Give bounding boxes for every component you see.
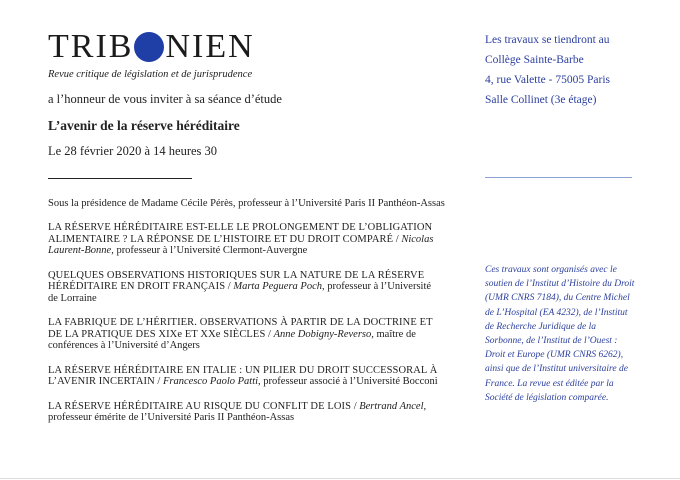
talk-title: LA RÉSERVE HÉRÉDITAIRE AU RISQUE DU CONFLIT DE LOIS <box>48 400 352 412</box>
talk-item: LA RÉSERVE HÉRÉDITAIRE EN ITALIE : UN PILIER DU DROIT SUCCESSORAL À L’AVENIR INCERTAIN / Francesco Paolo Patti, professeur associé à l’Université Bocconi <box>48 364 438 387</box>
talk-speaker: Francesco Paolo Patti <box>162 376 259 387</box>
venue-line: Les travaux se tiendront au <box>485 34 610 46</box>
talk-list <box>48 222 440 437</box>
talk-speaker: Bertrand Ancel <box>359 400 424 412</box>
venue-block <box>485 30 610 110</box>
side-divider <box>485 177 632 178</box>
talk-affiliation: professeur émérite de l’Université Paris II Panthéon-Assas <box>48 412 295 423</box>
talk-item: QUELQUES OBSERVATIONS HISTORIQUES SUR LA NATURE DE LA RÉSERVE HÉRÉDITAIRE EN DROIT FRANÇAIS / Marta Peguera Poch, professeur à l’Université de Lorraine <box>48 269 432 304</box>
talk-speaker: Marta Peguera Poch <box>233 281 322 292</box>
talk-title: LA FABRIQUE DE L’HÉRITIER. OBSERVATIONS À PARTIR DE LA DOCTRINE ET DE LA PRATIQUE DES XIXe ET XXe SIÈCLES <box>48 317 433 340</box>
logo <box>48 30 255 64</box>
talk-title: QUELQUES OBSERVATIONS HISTORIQUES SUR LA NATURE DE LA RÉSERVE HÉRÉDITAIRE EN DROIT FRANÇAIS <box>48 269 425 292</box>
talk-title: LA RÉSERVE HÉRÉDITAIRE EN ITALIE : UN PILIER DU DROIT SUCCESSORAL À L’AVENIR INCERTAIN <box>48 364 438 387</box>
logo-text-right: NIEN <box>165 28 255 65</box>
talk-affiliation: professeur à l’Université de Lorraine <box>48 281 432 304</box>
talk-speaker: Nicolas Laurent-Bonne <box>48 233 434 256</box>
tagline: Revue critique de législation et de jurisprudence <box>48 69 253 80</box>
talk-affiliation: professeur associé à l’Université Bocconi <box>263 376 438 387</box>
talk-title: LA RÉSERVE HÉRÉDITAIRE EST-ELLE LE PROLONGEMENT DE L’OBLIGATION ALIMENTAIRE ? LA RÉPONSE DE L’HISTOIRE ET DU DROIT COMPARÉ <box>48 222 433 245</box>
sponsor-note: Ces travaux sont organisés avec le soutien de l’Institut d’Histoire du Droit (UMR CNRS 7184), du Centre Michel de L’Hospital (EA 4232), de l’Institut de Recherche Juridique de la Sorbonne, de l’Institut de l’Ouest : Droit et Europe (UMR CNRS 6262), ainsi que de l’Institut universitaire de France. La revue est éditée par la Société de législation comparée. <box>485 265 635 403</box>
talk-item: LA RÉSERVE HÉRÉDITAIRE AU RISQUE DU CONFLIT DE LOIS / Bertrand Ancel, professeur émérite de l’Université Paris II Panthéon-Assas <box>48 400 427 423</box>
invitation-text: a l’honneur de vous inviter à sa séance d’étude <box>48 92 282 106</box>
logo-circle-icon <box>134 32 164 62</box>
divider <box>48 178 192 179</box>
talk-item: LA RÉSERVE HÉRÉDITAIRE EST-ELLE LE PROLONGEMENT DE L’OBLIGATION ALIMENTAIRE ? LA RÉPONSE DE L’HISTOIRE ET DU DROIT COMPARÉ / Nicolas Laurent-Bonne, professeur à l’Université Clermont-Auvergne <box>48 222 434 256</box>
venue-address: 4, rue Valette - 75005 Paris <box>485 74 610 86</box>
presidency-line: Sous la présidence de Madame Cécile Pérès, professeur à l’Université Paris II Panthéon-Assas <box>48 198 445 209</box>
event-title: L’avenir de la réserve héréditaire <box>48 118 240 133</box>
venue-room: Salle Collinet (3e étage) <box>485 94 597 106</box>
talk-speaker: Anne Dobigny-Reverso <box>273 328 372 340</box>
talk-affiliation: professeur à l’Université Clermont-Auvergne <box>116 245 308 256</box>
talk-affiliation: maître de conférences à l’Université d’Angers <box>48 328 416 351</box>
talk-item: LA FABRIQUE DE L’HÉRITIER. OBSERVATIONS À PARTIR DE LA DOCTRINE ET DE LA PRATIQUE DES XIXe ET XXe SIÈCLES / Anne Dobigny-Reverso, maître de conférences à l’Université d’Angers <box>48 317 433 351</box>
event-date: Le 28 février 2020 à 14 heures 30 <box>48 144 218 158</box>
logo-text-left: TRIB <box>48 28 134 65</box>
page-bottom-border <box>0 478 680 479</box>
venue-name: Collège Sainte-Barbe <box>485 54 584 66</box>
